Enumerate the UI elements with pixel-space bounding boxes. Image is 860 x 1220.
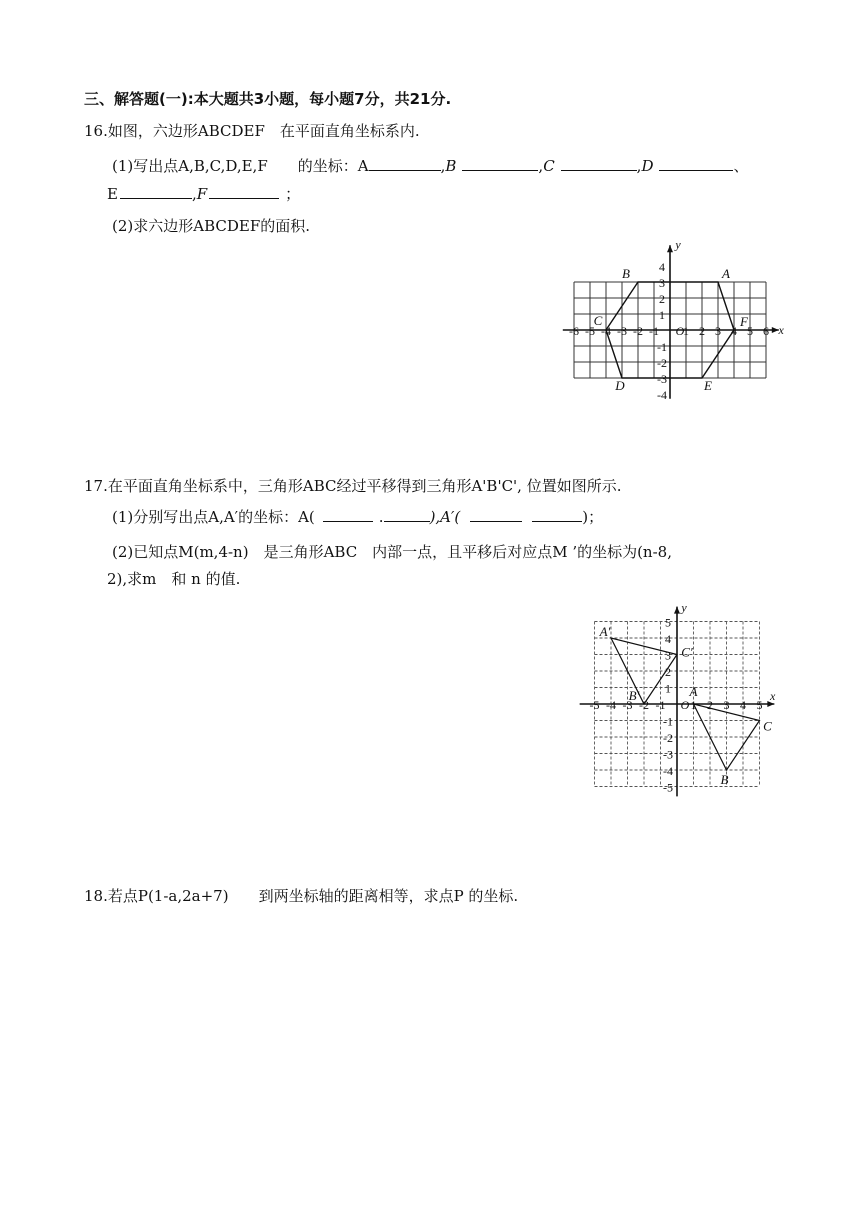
x-tick-label: 2 <box>699 324 705 338</box>
q16-part1: (1)写出点A,B,C,D,E,F 的坐标：A ,B ,C ,D 、 <box>112 157 749 175</box>
point-label-c: C <box>763 718 772 734</box>
y-tick-label: -2 <box>663 731 673 745</box>
q16-part1-cont: E ,F ； <box>107 185 301 203</box>
x-tick-label: 4 <box>731 324 737 338</box>
y-tick-label: -3 <box>663 747 673 762</box>
point-label-a: A <box>722 266 730 281</box>
x-tick-label: -4 <box>606 698 616 712</box>
origin-label: O <box>675 324 685 338</box>
q18-stem: 18.若点P(1-a,2a+7) 到两坐标轴的距离相等，求点P 的坐标. <box>84 887 519 905</box>
q16-blank-c[interactable] <box>561 156 637 171</box>
q16-stem: 16.如图，六边形ABCDEF 在平面直角坐标系内. <box>84 122 420 140</box>
q16-label-d: D <box>641 157 654 175</box>
y-tick-label: 2 <box>659 292 665 306</box>
x-tick-label: 3 <box>715 324 721 338</box>
x-tick-label: -1 <box>655 698 666 712</box>
q16-blank-a[interactable] <box>369 156 441 171</box>
x-tick-label: 1 <box>690 698 697 712</box>
q17-labels <box>590 601 777 795</box>
q17-part2-line1: (2)已知点M(m,4-n) 是三角形ABC 内部一点，且平移后对应点M ’的坐标为(n-8, <box>112 543 672 561</box>
q17-blank-a2[interactable] <box>384 507 430 522</box>
origin-label: O <box>680 698 690 712</box>
q16-label-c: C <box>543 157 555 175</box>
x-tick-label: 4 <box>740 698 746 712</box>
y-axis-arrow-icon <box>667 245 673 252</box>
q17-part1-mid: . <box>378 508 384 526</box>
q17-blank-a1[interactable] <box>323 507 373 522</box>
y-tick-label: -5 <box>663 780 673 795</box>
y-tick-label: -2 <box>657 356 667 370</box>
point-label-b: B <box>622 266 630 281</box>
q17-blank-b1[interactable] <box>470 507 522 522</box>
y-tick-label: 3 <box>665 648 671 663</box>
q16-blank-b[interactable] <box>462 156 538 171</box>
y-tick-label: 4 <box>665 632 671 646</box>
point-label-a: A <box>689 684 698 699</box>
point-label-prime: C′ <box>681 644 693 660</box>
q17-part1 <box>112 507 603 527</box>
q17-part1-prefix: (1)分别写出点A,A′的坐标：A( <box>112 508 315 526</box>
y-tick-label: 1 <box>665 681 671 696</box>
x-tick-label: -3 <box>617 324 627 338</box>
q16-blank-f[interactable] <box>209 184 279 199</box>
x-tick-label: 5 <box>747 324 753 338</box>
x-tick-label: 2 <box>707 698 713 712</box>
x-tick-label: -3 <box>622 698 633 712</box>
q16-blank-e[interactable] <box>120 184 192 199</box>
y-axis-label: y <box>681 600 687 615</box>
y-tick-label: 4 <box>659 260 665 274</box>
y-tick-label: 1 <box>659 308 665 322</box>
q17-part2-line2: 2),求m 和 n 的值. <box>107 570 241 588</box>
x-axis-label: x <box>778 323 784 337</box>
x-tick-label: 1 <box>683 324 689 338</box>
x-tick-label: -2 <box>639 698 649 712</box>
q17-part1-mid2: ),A′( <box>429 508 461 526</box>
point-label-e: E <box>704 378 712 393</box>
q17-blank-b2[interactable] <box>532 507 582 522</box>
y-axis-label: y <box>675 237 681 252</box>
y-tick-label: 3 <box>659 276 665 290</box>
q16-part2: (2)求六边形ABCDEF的面积. <box>112 217 311 235</box>
point-label-c: C <box>593 313 603 328</box>
y-tick-label: -4 <box>657 388 667 402</box>
y-axis-arrow-icon <box>674 607 680 614</box>
point-label-prime: B′ <box>628 688 640 703</box>
x-tick-label: -5 <box>589 698 600 712</box>
y-tick-label: -1 <box>657 340 667 354</box>
x-tick-label: -1 <box>649 324 659 338</box>
point-label-prime: A′ <box>599 624 611 639</box>
q16-label-e: E <box>107 185 118 203</box>
x-tick-label: 5 <box>756 698 763 712</box>
x-tick-label: -5 <box>585 324 595 338</box>
q17-figure <box>578 598 778 798</box>
y-tick-label: 5 <box>665 615 671 630</box>
point-label-b: B <box>720 772 729 787</box>
y-tick-label: -3 <box>657 372 667 386</box>
x-axis-label: x <box>770 689 776 703</box>
section-title: 三、解答题(一):本大题共3小题，每小题7分，共21分. <box>84 90 452 108</box>
q16-label-f: F <box>196 185 208 203</box>
y-tick-label: -1 <box>663 714 673 729</box>
q17-part1-end: )； <box>582 508 604 526</box>
q16-label-b: B <box>445 157 457 175</box>
x-tick-label: -6 <box>569 324 579 338</box>
q16-part1-prefix: (1)写出点A,B,C,D,E,F 的坐标： <box>112 157 358 175</box>
x-tick-label: 3 <box>723 698 730 712</box>
x-tick-label: -4 <box>601 324 611 338</box>
q17-stem: 17.在平面直角坐标系中，三角形ABC经过平移得到三角形A'B'C', 位置如图所示. <box>84 477 622 495</box>
y-tick-label: -4 <box>663 764 673 778</box>
y-tick-label: 2 <box>665 665 671 679</box>
q16-figure <box>558 237 784 405</box>
q16-blank-d[interactable] <box>659 156 733 171</box>
q16-label-a: A <box>357 157 369 175</box>
q16-part1-end: ； <box>285 185 301 203</box>
point-label-f: F <box>740 314 748 329</box>
point-label-d: D <box>615 378 625 393</box>
x-tick-label: 6 <box>763 324 769 338</box>
x-tick-label: -2 <box>633 324 643 338</box>
